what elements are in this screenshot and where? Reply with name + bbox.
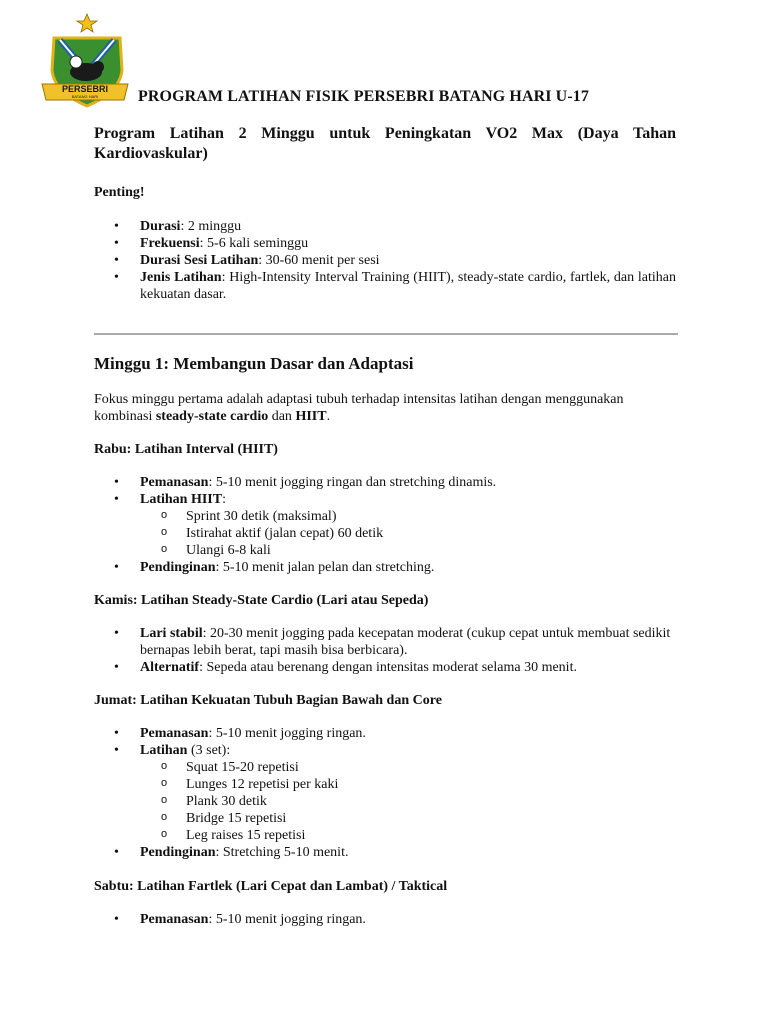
list-item: • Jenis Latihan: High-Intensity Interval Training (HIIT), steady-state cardio, fartlek, dan latihan kekuatan dasar.	[94, 269, 676, 303]
kamis-title: Kamis: Latihan Steady-State Cardio (Lari atau Sepeda)	[94, 593, 429, 608]
list-item: • Alternatif: Sepeda atau berenang dengan intensitas moderat selama 30 menit.	[94, 659, 676, 676]
list-item: • Pemanasan: 5-10 menit jogging ringan.	[94, 725, 676, 742]
list-item: • Pendinginan: 5-10 menit jalan pelan dan stretching.	[94, 559, 676, 576]
sublist-item: o Sprint 30 detik (maksimal)	[140, 508, 676, 525]
list-item: • Latihan HIIT: o Sprint 30 detik (maksimal) o Istirahat aktif (jalan cepat) 60 detik o Ulangi 6-8 kali	[94, 491, 676, 559]
sabtu-title: Sabtu: Latihan Fartlek (Lari Cepat dan Lambat) / Taktical	[94, 879, 448, 894]
sabtu-list	[94, 911, 676, 928]
jumat-title: Jumat: Latihan Kekuatan Tubuh Bagian Bawah dan Core	[94, 693, 442, 708]
list-item: • Durasi: 2 minggu	[94, 218, 676, 235]
rabu-list	[94, 474, 676, 576]
week1-intro: Fokus minggu pertama adalah adaptasi tubuh terhadap intensitas latihan dengan menggunakan kombinasi steady-state cardio dan HIIT.	[94, 392, 624, 424]
page-title: PROGRAM LATIHAN FISIK PERSEBRI BATANG HARI U-17	[138, 88, 589, 105]
program-details-list	[94, 218, 676, 303]
club-logo	[40, 12, 130, 112]
sublist-item: o Ulangi 6-8 kali	[140, 542, 676, 559]
hiit-sublist	[140, 508, 676, 559]
list-item: • Pendinginan: Stretching 5-10 menit.	[94, 844, 676, 861]
list-item: • Frekuensi: 5-6 kali seminggu	[94, 235, 676, 252]
list-item: • Pemanasan: 5-10 menit jogging ringan.	[94, 911, 676, 928]
logo-text-top: PERSEBRI	[61, 84, 109, 94]
list-item: • Durasi Sesi Latihan: 30-60 menit per sesi	[94, 252, 676, 269]
list-item: • Lari stabil: 20-30 menit jogging pada kecepatan moderat (cukup cepat untuk membuat sedikit bernapas lebih berat, tapi masih bisa berbicara).	[94, 625, 676, 659]
document-body	[94, 124, 676, 928]
sublist-item: o Istirahat aktif (jalan cepat) 60 detik	[140, 525, 676, 542]
rabu-title: Rabu: Latihan Interval (HIIT)	[94, 442, 278, 457]
list-item: • Pemanasan: 5-10 menit jogging ringan dan stretching dinamis.	[94, 474, 676, 491]
sublist-item: o Plank 30 detik	[140, 793, 676, 810]
penting-label: Penting!	[94, 185, 145, 200]
logo-text-bottom: BATANG HARI	[71, 94, 99, 99]
sublist-item: o Squat 15-20 repetisi	[140, 759, 676, 776]
jumat-list	[94, 725, 676, 861]
program-heading: Program Latihan 2 Minggu untuk Peningkatan VO2 Max (Daya Tahan Kardiovaskular)	[94, 125, 676, 162]
week1-heading: Minggu 1: Membangun Dasar dan Adaptasi	[94, 354, 414, 373]
sublist-item: o Leg raises 15 repetisi	[140, 827, 676, 844]
kamis-list	[94, 625, 676, 676]
sublist-item: o Bridge 15 repetisi	[140, 810, 676, 827]
list-item: • Latihan (3 set): o Squat 15-20 repetisi o Lunges 12 repetisi per kaki o Plank 30 detik o Bridge 15 repetisi o Leg raises 15 repetisi	[94, 742, 676, 844]
latihan-sublist	[140, 759, 676, 844]
sublist-item: o Lunges 12 repetisi per kaki	[140, 776, 676, 793]
